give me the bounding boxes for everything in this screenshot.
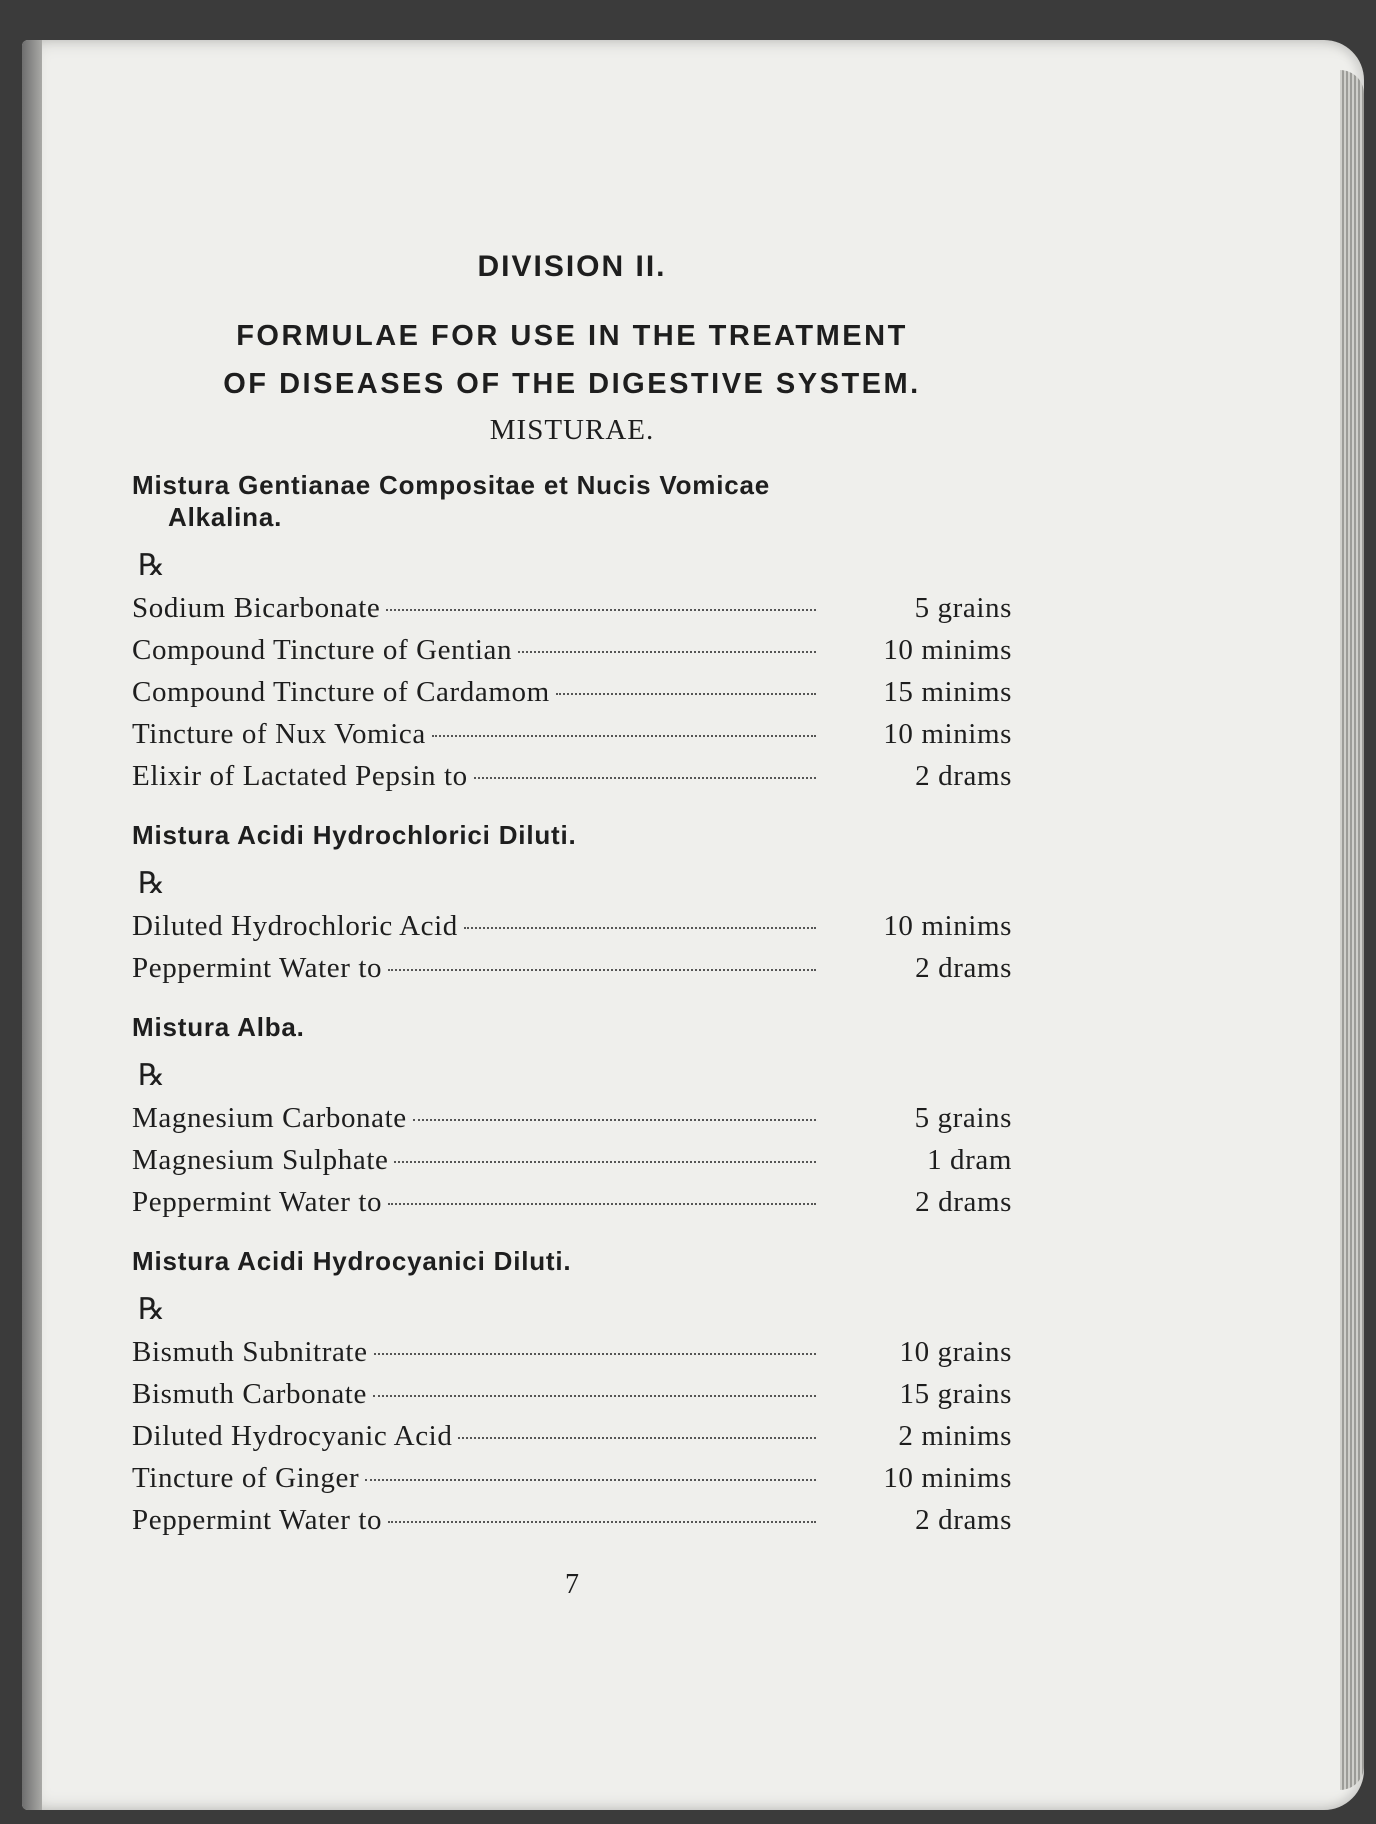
ingredient-quantity: 10 grains [899, 1336, 1012, 1368]
ingredient-row [132, 1139, 1012, 1181]
formula-title-line-1: Mistura Acidi Hydrochlorici Diluti. [132, 820, 577, 850]
page-number: 7 [565, 1569, 579, 1600]
ingredient-quantity: 2 drams [915, 760, 1012, 792]
dot-leader [373, 1395, 816, 1397]
dot-leader [388, 969, 816, 971]
ingredient-name: Diluted Hydrocyanic Acid [132, 1420, 453, 1452]
ingredient-row [132, 755, 1012, 797]
ingredient-row [132, 671, 1012, 713]
ingredient-name: Sodium Bicarbonate [132, 592, 381, 624]
page-edge [1340, 70, 1364, 1790]
dot-leader [518, 651, 816, 653]
ingredient-name: Bismuth Subnitrate [132, 1336, 368, 1368]
formula-title [132, 1245, 1012, 1277]
ingredient-name: Magnesium Sulphate [132, 1144, 389, 1176]
ingredient-name: Peppermint Water to [132, 1504, 383, 1536]
formula-title-line-2: Alkalina. [168, 502, 283, 532]
ingredient-quantity: 1 dram [927, 1144, 1012, 1176]
rx-symbol: ℞ [138, 1059, 165, 1092]
dot-leader [388, 1203, 816, 1205]
ingredient-row [132, 1499, 1012, 1541]
formula-title [132, 469, 1012, 533]
ingredient-name: Bismuth Carbonate [132, 1378, 367, 1410]
section-title: MISTURAE. [489, 414, 655, 446]
ingredient-name: Tincture of Nux Vomica [132, 718, 426, 750]
ingredient-quantity: 10 minims [883, 1462, 1012, 1494]
ingredient-quantity: 2 drams [915, 1186, 1012, 1218]
ingredient-quantity: 10 minims [883, 634, 1012, 666]
formula-title-line-1: Mistura Alba. [132, 1012, 305, 1042]
ingredient-quantity: 15 minims [883, 676, 1012, 708]
rx-symbol: ℞ [138, 549, 165, 582]
ingredient-row [132, 1097, 1012, 1139]
dot-leader [374, 1353, 816, 1355]
book-spine [22, 40, 42, 1810]
formula-hydrocyanic [132, 1245, 1012, 1541]
dot-leader [413, 1119, 816, 1121]
division-title: DIVISION II. [477, 250, 667, 283]
rx-symbol: ℞ [138, 1293, 165, 1326]
formula-title-line-1: Mistura Acidi Hydrocyanici Diluti. [132, 1246, 572, 1276]
ingredient-quantity: 2 drams [915, 1504, 1012, 1536]
dot-leader [458, 1437, 816, 1439]
ingredient-name: Diluted Hydrochloric Acid [132, 910, 458, 942]
formula-hydrochloric [132, 819, 1012, 989]
ingredient-quantity: 10 minims [883, 718, 1012, 750]
dot-leader [388, 1521, 816, 1523]
dot-leader [394, 1161, 816, 1163]
dot-leader [386, 609, 816, 611]
formula-title [132, 1011, 1012, 1043]
chapter-heading-line-1: FORMULAE FOR USE IN THE TREATMENT [236, 320, 908, 352]
ingredient-name: Magnesium Carbonate [132, 1102, 407, 1134]
ingredient-name: Compound Tincture of Cardamom [132, 676, 550, 708]
ingredient-row [132, 1331, 1012, 1373]
ingredient-name: Peppermint Water to [132, 1186, 383, 1218]
rx-symbol: ℞ [138, 867, 165, 900]
ingredient-row [132, 947, 1012, 989]
formula-title-line-1: Mistura Gentianae Compositae et Nucis Vomicae [132, 470, 771, 500]
dot-leader [464, 927, 816, 929]
book-page [22, 40, 1364, 1810]
dot-leader [556, 693, 816, 695]
ingredient-quantity: 5 grains [914, 1102, 1012, 1134]
ingredient-name: Tincture of Ginger [132, 1462, 360, 1494]
ingredient-quantity: 15 grains [899, 1378, 1012, 1410]
formula-title [132, 819, 1012, 851]
formula-alba [132, 1011, 1012, 1223]
dot-leader [432, 735, 816, 737]
ingredient-row [132, 1181, 1012, 1223]
chapter-heading-line-2: OF DISEASES OF THE DIGESTIVE SYSTEM. [223, 368, 921, 400]
page-content [132, 250, 1012, 1601]
ingredient-row [132, 629, 1012, 671]
ingredient-quantity: 10 minims [883, 910, 1012, 942]
ingredient-row [132, 1415, 1012, 1457]
ingredient-quantity: 5 grains [914, 592, 1012, 624]
ingredient-name: Compound Tincture of Gentian [132, 634, 513, 666]
ingredient-quantity: 2 drams [915, 952, 1012, 984]
ingredient-row [132, 587, 1012, 629]
ingredient-quantity: 2 minims [898, 1420, 1012, 1452]
ingredient-row [132, 713, 1012, 755]
dot-leader [365, 1479, 816, 1481]
ingredient-name: Elixir of Lactated Pepsin to [132, 760, 468, 792]
ingredient-name: Peppermint Water to [132, 952, 383, 984]
ingredient-row [132, 1457, 1012, 1499]
dot-leader [474, 777, 816, 779]
ingredient-row [132, 1373, 1012, 1415]
formula-gentian [132, 469, 1012, 797]
ingredient-row [132, 905, 1012, 947]
